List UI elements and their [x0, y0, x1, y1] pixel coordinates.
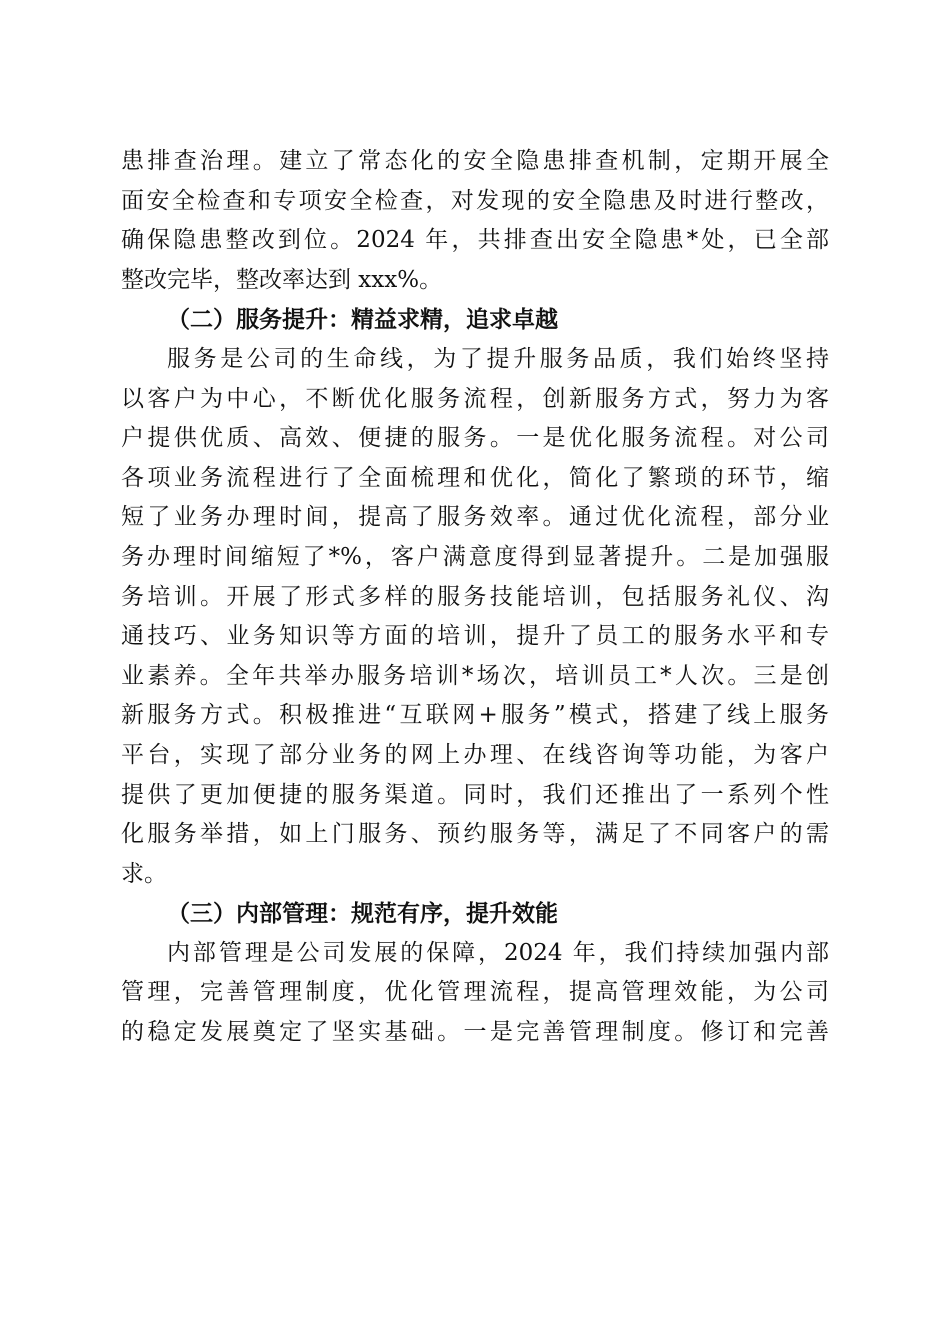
text-line: 户提供优质、高效、便捷的服务。一是优化服务流程。对公司 — [121, 425, 829, 452]
text-line: 内部管理是公司发展的保障，2024 年，我们持续加强内部 — [167, 939, 829, 966]
text-line: 的稳定发展奠定了坚实基础。一是完善管理制度。修订和完善 — [121, 1019, 829, 1046]
text-line: 患排查治理。建立了常态化的安全隐患排查机制，定期开展全 — [121, 148, 829, 174]
paragraph-internal-management — [121, 934, 829, 1053]
text-line: 面安全检查和专项安全检查，对发现的安全隐患及时进行整改， — [121, 187, 829, 214]
text-line: 管理，完善管理制度，优化管理流程，提高管理效能，为公司 — [121, 979, 829, 1006]
text-line: 整改完毕，整改率达到 xxx%。 — [121, 266, 443, 293]
text-line: 服务是公司的生命线，为了提升服务品质，我们始终坚持 — [167, 345, 829, 372]
text-line: 以客户为中心，不断优化服务流程，创新服务方式，努力为客 — [121, 385, 829, 412]
text-line: 务办理时间缩短了*%，客户满意度得到显著提升。二是加强服 — [121, 543, 829, 570]
text-line: 务培训。开展了形式多样的服务技能培训，包括服务礼仪、沟 — [121, 583, 829, 610]
paragraph-safety-hazard — [121, 142, 829, 300]
text-line: 求。 — [121, 860, 167, 887]
text-line: 通技巧、业务知识等方面的培训，提升了员工的服务水平和专 — [121, 623, 829, 650]
section-heading-service: （二）服务提升：精益求精，追求卓越 — [167, 306, 558, 334]
text-line: 提供了更加便捷的服务渠道。同时，我们还推出了一系列个性 — [121, 781, 829, 808]
text-line: 业素养。全年共举办服务培训*场次，培训员工*人次。三是创 — [121, 662, 829, 689]
text-line: 各项业务流程进行了全面梳理和优化，简化了繁琐的环节，缩 — [121, 464, 829, 491]
text-line: 新服务方式。积极推进“互联网+服务”模式，搭建了线上服务 — [121, 702, 829, 729]
text-line: 化服务举措，如上门服务、预约服务等，满足了不同客户的需 — [121, 821, 829, 848]
paragraph-service — [121, 340, 829, 894]
section-heading-internal-management: （三）内部管理：规范有序，提升效能 — [167, 900, 558, 928]
text-line: 确保隐患整改到位。2024 年，共排查出安全隐患*处，已全部 — [121, 227, 829, 254]
text-line: 短了业务办理时间，提高了服务效率。通过优化流程，部分业 — [121, 504, 829, 531]
document-body — [121, 142, 829, 1053]
text-line: 平台，实现了部分业务的网上办理、在线咨询等功能，为客户 — [121, 741, 829, 768]
